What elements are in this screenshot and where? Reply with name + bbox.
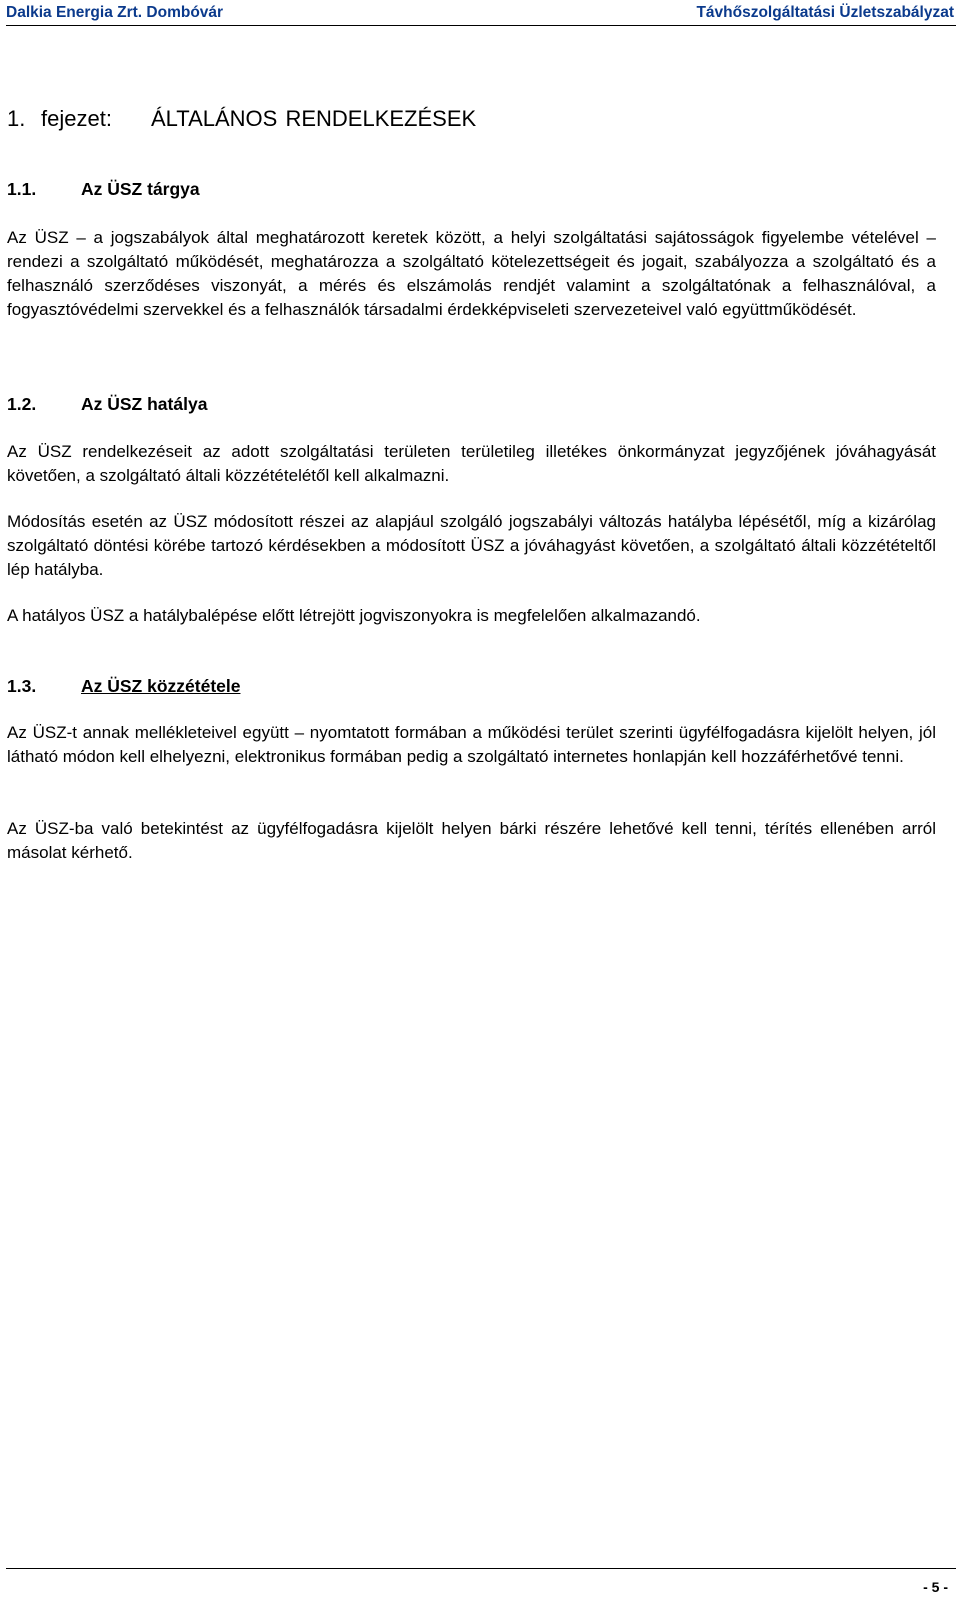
section-number: 1.2. [7, 394, 37, 414]
page-footer [6, 1568, 956, 1599]
chapter-label: fejezet: [41, 106, 112, 131]
section-heading-1-2 [7, 394, 207, 415]
section-title: Az ÜSZ tárgya [81, 179, 200, 199]
paragraph: A hatályos ÜSZ a hatálybalépése előtt létrejött jogviszonyokra is megfelelően alkalmazandó. [7, 606, 701, 625]
section-number: 1.3. [7, 676, 37, 696]
section-number: 1.1. [7, 179, 37, 199]
page-header [6, 3, 956, 26]
section-heading-1-1 [7, 179, 200, 200]
paragraph: Az ÜSZ – a jogszabályok által meghatározott keretek között, a helyi szolgáltatási sajátosságok figyelembe vételével – rendezi a szolgáltató működését, meghatározza a szolgáltató kötelezettségeit és jogait, szabályozza a szolgáltató és a felhasználó szerződéses viszonyát, a mérés és elszámolás rendjét valamint a szolgáltatónak a felhasználóval, a fogyasztóvédelmi szervekkel és a felhasználók társadalmi érdekképviseleti szervezeteivel való együttműködését. [7, 228, 936, 319]
paragraph: Az ÜSZ-t annak mellékleteivel együtt – nyomtatott formában a működési terület szerinti ügyfélfogadásra kijelölt helyen, jól látható módon kell elhelyezni, elektronikus formában pedig a szolgáltató internetes honlapján kell hozzáférhetővé tenni. [7, 723, 936, 766]
paragraph: Az ÜSZ rendelkezéseit az adott szolgáltatási területen területileg illetékes önkormányzat jegyzőjének jóváhagyását követően, a szolgáltató általi közzétételétől kell alkalmazni. [7, 442, 936, 485]
header-company: Dalkia Energia Zrt. Dombóvár [6, 4, 224, 21]
paragraph: Módosítás esetén az ÜSZ módosított részei az alapjául szolgáló jogszabályi változás hatályba lépésétől, míg a kizárólag szolgáltató döntési körébe tartozó kérdésekben a módosított ÜSZ a jóváhagyást követően, a szolgáltató általi közzétételtől lép hatályba. [7, 512, 936, 579]
paragraph: Az ÜSZ-ba való betekintést az ügyfélfogadásra kijelölt helyen bárki részére lehetővé kell tenni, térítés ellenében arról másolat kérhető. [7, 819, 936, 862]
chapter-title: ÁLTALÁNOS RENDELKEZÉSEK [151, 106, 477, 131]
section-title: Az ÜSZ közzététele [81, 676, 241, 696]
section-title: Az ÜSZ hatálya [81, 394, 208, 414]
section-heading-1-3 [7, 676, 240, 697]
page-number: - 5 - [923, 1579, 948, 1595]
chapter-number: 1. [7, 106, 26, 131]
chapter-heading [7, 106, 476, 132]
header-document-title: Távhőszolgáltatási Üzletszabályzat [696, 4, 954, 21]
